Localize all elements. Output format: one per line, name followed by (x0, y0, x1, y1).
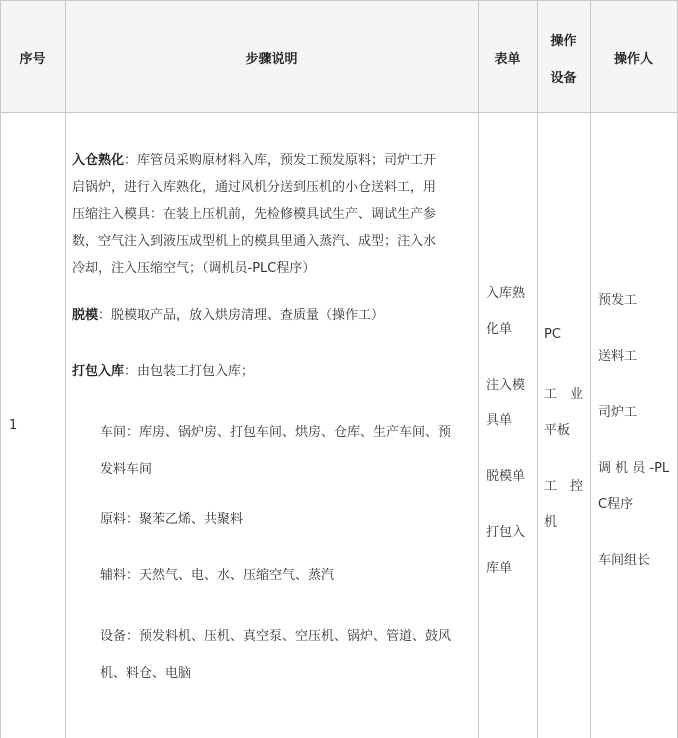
col-divider-seq (65, 0, 66, 738)
step-packing: 打包入库：由包装工打包入库； (72, 364, 255, 379)
raw-material-list: 原料：聚苯乙烯、共聚料 (100, 512, 244, 527)
operator-feeder: 送料工 (598, 349, 638, 364)
equipment-machine: 机 (544, 515, 558, 530)
operator-workshop-leader: 车间组长 (598, 553, 651, 568)
header-equipment-line1: 操作 (550, 34, 577, 49)
equipment-industrial-line: 工 业 (544, 387, 584, 402)
header-equipment-line2: 设备 (550, 71, 577, 86)
step-storage-curing-title: 入仓熟化 (72, 153, 125, 168)
form-injection-mold-line2: 具单 (486, 413, 513, 428)
col-divider-steps (478, 0, 479, 738)
header-operator: 操作人 (613, 52, 653, 67)
equipment-control-line: 工 控 (544, 479, 584, 494)
col-divider-forms (537, 0, 538, 738)
operator-boiler: 司炉工 (598, 405, 638, 420)
form-packing-line2: 库单 (486, 561, 513, 576)
steps-cell (72, 147, 472, 282)
step-demolding: 脱模：脱模取产品，放入烘房清理、查质量（操作工） (72, 308, 385, 323)
col-divider-equipment (590, 0, 591, 738)
header-seq: 序号 (19, 52, 46, 67)
header-forms: 表单 (494, 52, 521, 67)
equipment-tablet: 平板 (544, 423, 571, 438)
equipment-list: 设备：预发料机、压机、真空泵、空压机、锅炉、管道、鼓风 机、料仓、电脑 (100, 629, 452, 681)
auxiliary-material-list: 辅料：天然气、电、水、压缩空气、蒸汽 (100, 568, 335, 583)
equipment-pc: PC (544, 327, 561, 342)
header-steps: 步骤说明 (245, 52, 298, 67)
header-divider (0, 112, 678, 113)
workshop-list: 车间：库房、锅炉房、打包车间、烘房、仓库、生产车间、预 发料车间 (100, 425, 452, 477)
step-demolding-title: 脱模 (72, 308, 99, 323)
operator-machine-tuner-line1: 调 机 员 -PL (598, 461, 670, 476)
form-demolding: 脱模单 (486, 469, 526, 484)
form-storage-curing-line2: 化单 (486, 322, 513, 337)
form-storage-curing-line1: 入库熟 (486, 286, 526, 301)
row-seq-number: 1 (9, 418, 18, 433)
step-packing-title: 打包入库 (72, 364, 125, 379)
form-packing-line1: 打包入 (486, 525, 526, 540)
step-storage-curing: 入仓熟化：库管员采购原材料入库，预发工预发原料；司炉工开 启锅炉，进行入库熟化，通过风机分送到压机的小仓送料工，用 压缩注入模具：在装上压机前，先检修模具试生产、调试生产参 数，空气注入到液压成型机上的模具里通入蒸汽、成型；注入水 冷却，注入压缩空气；（调机员-PLC程序） (72, 153, 437, 276)
operator-machine-tuner-line2: C程序 (598, 497, 634, 512)
table-border-top (0, 0, 678, 1)
form-injection-mold-line1: 注入模 (486, 378, 526, 393)
operator-prefoamer: 预发工 (598, 293, 638, 308)
col-divider-left (0, 0, 1, 738)
